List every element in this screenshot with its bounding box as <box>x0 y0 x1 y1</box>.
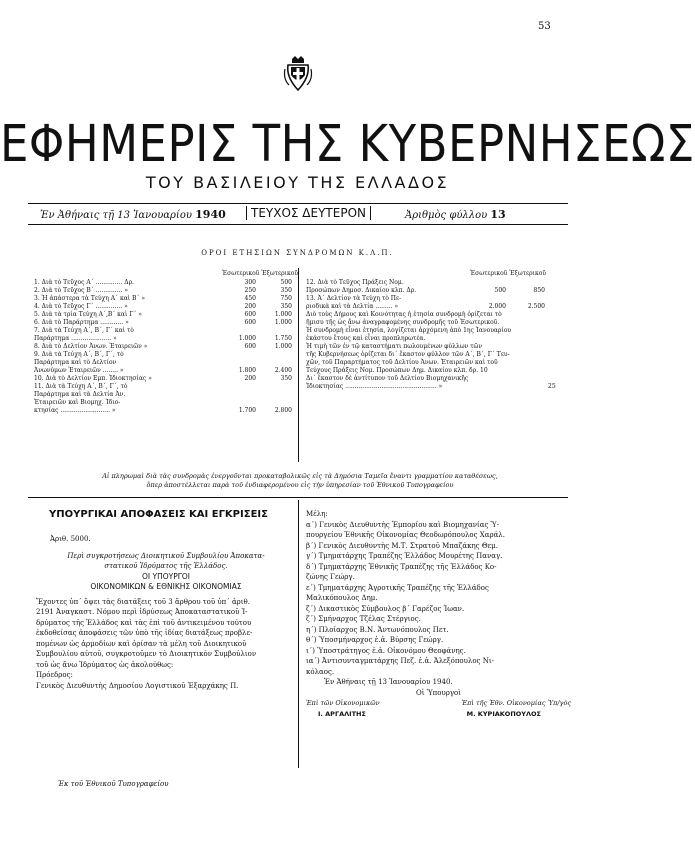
text-line: δρύματος τῆς Ἑλλάδος καὶ τὰς ἐπὶ τοῦ ἀντικειμένου τούτου <box>36 618 252 627</box>
date-text: Ἐν Ἀθήναις τῇ 13 Ἰανουαρίου <box>40 210 192 221</box>
text-line: 350 <box>280 287 292 294</box>
text-line: Ἑταιρειῶν καὶ Βιομηχ. Ἰδιο- <box>34 399 121 406</box>
text-line <box>228 327 256 335</box>
text-line: 1.000 <box>238 335 256 342</box>
text-line <box>262 351 292 359</box>
text-line: Δι΄ ἕκαστον δὲ ἀντίτυπον τοῦ Δελτίου Βιομηχανικῆς <box>306 375 469 382</box>
authority-line-2: ΟΙΚΟΝΟΜΙΚΩΝ & ΕΘΝΙΚΗΣ ΟΙΚΟΝΟΜΙΑΣ <box>90 582 242 591</box>
text-line: 450 <box>244 295 256 302</box>
text-line: 2. Διὰ τὸ Τεῦχος Β΄ .............. » <box>34 287 128 294</box>
sheet-label: Ἀριθμὸς φύλλου <box>405 210 488 221</box>
masthead-rule-bottom <box>28 224 568 225</box>
royal-crest-icon <box>283 55 313 93</box>
text-line: στατικοῦ Ἱδρύματος τῆς Ἑλλάδος. <box>104 562 228 570</box>
text-line: 750 <box>280 295 292 302</box>
subscriptions-title: ΟΡΟΙ ΕΤΗΣΙΩΝ ΣΥΝΔΡΟΜΩΝ Κ.Λ.Π. <box>201 249 394 257</box>
issue-part: ΤΕΥΧΟΣ ΔΕΥΤΕΡΟΝ <box>246 206 371 220</box>
decision-body <box>36 597 296 692</box>
text-line: ι΄) Ὑποστράτηγος ἐ.ἀ. Οἰκονόμου Θεοφάνης. <box>306 646 466 655</box>
text-line: Παράρτημα καὶ τὸ Δελτίον <box>34 359 117 366</box>
text-line: Μέλη: <box>306 510 328 518</box>
text-line <box>486 279 506 287</box>
authority-line-1: ΟΙ ΥΠΟΥΡΓΟΙ <box>141 571 191 581</box>
text-line <box>228 391 256 399</box>
text-line: γ΄) Τμηματάρχης Τραπέζης Ἑλλάδος Μουρέτης Παναγ. <box>306 552 503 560</box>
text-line: Ἡ συνδρομὴ εἶναι ἐτησία, λογίζεται ἀρχόμενη ἀπὸ 1ης Ἰανουαρίου <box>306 327 512 334</box>
text-line: β΄) Γενικὸς Διευθυντὴς Μ.Τ. Στρατοῦ Μπαζάκης Θεμ. <box>306 541 498 550</box>
text-line: Προσώπων Δημοσ. Δικαίου κλπ. Δρ. <box>306 287 417 294</box>
text-line <box>262 399 292 407</box>
text-line: ζ΄) Δικαστικὸς Σύμβουλος β΄ Γαρέζος Ἰωαν. <box>306 604 465 613</box>
column-divider <box>298 268 299 462</box>
text-line: 5. Διὰ τὰ τρία Τεύχη Α΄,Β΄ καὶ Γ΄ » <box>34 311 142 318</box>
signatory-left-title: Ἐπὶ τῶν Οἰκονομικῶν <box>306 699 380 707</box>
text-line: πουργείου Ἐθνικῆς Οἰκονομίας Θεοδωρόπουλος Χαράλ. <box>306 531 505 539</box>
text-line: Πρόεδρος: <box>36 671 73 679</box>
text-line <box>525 295 545 303</box>
text-line: 250 <box>244 287 256 294</box>
text-line <box>486 295 506 303</box>
decision-right-column <box>306 509 571 719</box>
decision-subject <box>36 551 296 572</box>
text-line: ἑκάστου ἔτους καὶ εἶναι προπληρωτέα. <box>306 335 426 342</box>
text-line: Παράρτημα ..................... » <box>34 335 117 342</box>
text-line: Τεύχους Πράξεις Νομ. Προσώπων Δημ. Δικαίου κλπ. δρ. 10 <box>306 367 488 374</box>
foreign-prices-left <box>262 279 292 415</box>
text-line: 1.800 <box>238 367 256 374</box>
text-line: 12. Διὰ τὸ Τεῦχος Πράξεις Νομ. <box>306 279 404 286</box>
text-line: κτησίας .......................... » <box>34 407 116 414</box>
text-line: ια΄) Ἀντισυνταγματάρχης Πεζ. ἐ.ἀ. Ἀλεξόπουλος Νι- <box>306 657 494 665</box>
note-line: Αἱ πληρωμαὶ διὰ τὰς συνδρομὰς ἐνεργοῦνται προκαταβολικῶς εἰς τὰ Δημόσια Ταμεῖα ἔναντι γραμματίου καταθέσεως, <box>102 472 498 480</box>
text-line: Περὶ συγκροτήσεως Διοικητικοῦ Συμβουλίου Ἀποκατα- <box>67 551 265 560</box>
text-line: 1.700 <box>238 407 256 414</box>
text-line: 1.000 <box>274 319 292 326</box>
text-line: 11. Διὰ τὰ Τεύχη Α΄, Β΄, Γ΄, τὸ <box>34 383 128 390</box>
text-line <box>262 359 292 367</box>
text-line: πομένων ὡς ἀρμοδίων καὶ ὁρίσαν τὰ μέλη τοῦ Διοικητικοῦ <box>36 639 247 648</box>
issue-date <box>40 208 226 221</box>
section-rule <box>28 497 568 498</box>
text-line <box>228 383 256 391</box>
foreign-prices-right <box>525 279 545 311</box>
col-headers-left: Ἐσωτερικοῦ Ἐξωτερικοῦ <box>222 270 298 277</box>
text-line <box>262 327 292 335</box>
text-line: 2.800 <box>274 407 292 414</box>
issue-year: 1940 <box>195 208 226 221</box>
text-line: 600 <box>244 343 256 350</box>
text-line: Ἔχοντες ὑπ΄ ὄψει τὰς διατάξεις τοῦ 3 ἄρθρου τοῦ ὑπ΄ ἀριθ. <box>36 597 250 606</box>
text-line <box>525 279 545 287</box>
decision-date: Ἐν Ἀθήναις τῇ 13 Ἰανουαρίου 1940. <box>324 678 453 686</box>
signatory-left-name: Ι. ΑΡΓΑΛΙΤΗΣ <box>318 709 366 718</box>
subscription-rates-left <box>34 279 152 415</box>
text-line: ἐκδοθείσας ἀποφάσεις τῶν ὑπὸ τῆς ἰδίας διατάξεως προβλε- <box>36 629 253 637</box>
text-line: Ἀνωνύμων Ἑταιρειῶν ........ » <box>34 367 124 374</box>
ministers-label: Οἱ Ὑπουργοὶ <box>416 688 461 697</box>
text-line: 2191 Ἀναγκαστ. Νόμου περὶ ἱδρύσεως Ἀποκαταστατικοῦ Ἱ- <box>36 608 248 616</box>
text-line: 6. Διὰ τὸ Παράρτημα ............ » <box>34 319 129 326</box>
text-line: 200 <box>244 375 256 382</box>
text-line: Γενικὸς Διευθυντὴς Δημοσίου Λογιστικοῦ Ἐξαρχάκης Π. <box>36 681 239 690</box>
gazette-title: ΕΦΗΜΕΡΙΣ ΤΗΣ ΚΥΒΕΡΝΗΣΕΩΣ <box>0 114 695 174</box>
board-members <box>306 509 571 677</box>
text-line: 9. Διὰ τὰ Τεύχη Α΄, Β΄, Γ΄, τὸ <box>34 351 124 358</box>
text-line: χῶν, τοῦ Παραρτήματος τοῦ Δελτίου Ἀνων. Ἑταιρειῶν καὶ τοῦ <box>306 359 498 366</box>
text-line: ἥμισυ τῆς ὡς ἄνω ἀναγραφομένης συνδρομῆς τοῦ Ἐσωτερικοῦ. <box>306 319 500 326</box>
text-line: 7. Διὰ τὰ Τεύχη Α΄, Β΄, Γ΄ καὶ τὸ <box>34 327 134 334</box>
body-column-divider <box>298 500 299 768</box>
subscription-rates-right <box>306 279 511 391</box>
text-line: ριοδικὰ καὶ τὰ Δελτία ......... » <box>306 303 399 310</box>
text-line: 500 <box>494 287 506 294</box>
text-line: 2.000 <box>488 303 506 310</box>
text-line: 500 <box>280 279 292 286</box>
payment-note <box>40 472 560 490</box>
text-line: 1.750 <box>274 335 292 342</box>
text-line: ε΄) Τμηματάρχης Ἀγροτικῆς Τραπέζης τῆς Ἑλλάδος <box>306 583 489 592</box>
col-headers-right: Ἐσωτερικοῦ Ἐξωτερικοῦ <box>470 270 546 277</box>
text-line: ζ΄) Σμήναρχος Τζέλας Στέργιος. <box>306 615 421 623</box>
text-line <box>228 359 256 367</box>
text-line: 2.400 <box>274 367 292 374</box>
sheet-value: 13 <box>490 208 506 221</box>
text-line: Συμβουλίου αὐτοῦ, συγκροτοῦμεν τὸ Διοικητικὸν Συμβούλιον <box>36 650 257 658</box>
decision-left-column <box>36 534 296 691</box>
text-line: 300 <box>244 279 256 286</box>
text-line: 1.000 <box>274 311 292 318</box>
text-line <box>228 399 256 407</box>
text-line: 600 <box>244 311 256 318</box>
text-line: α΄) Γενικὸς Διευθυντὴς Ἐμπορίου καὶ Βιομηχανίας Ὑ- <box>306 520 499 529</box>
text-line: Ἰδιοκτησίας ................................................ » <box>306 383 443 390</box>
decision-number: Ἀριθ. 5000. <box>50 535 91 543</box>
text-line: δ΄) Τμηματάρχης Ἐθνικῆς Τραπέζης τῆς Ἑλλάδος Κο- <box>306 562 497 571</box>
text-line: 13. Ἀ΄ Δελτίον τὰ Τεύχη τὸ Πε- <box>306 295 402 302</box>
text-line: 350 <box>280 303 292 310</box>
signatory-right-name: Μ. ΚΥΡΙΑΚΟΠΟΥΛΟΣ <box>466 709 541 718</box>
text-line: κόλαος. <box>306 667 335 676</box>
text-line: 4. Διὰ τὸ Τεῦχος Γ΄ .............. » <box>34 303 128 310</box>
text-line: 1. Διὰ τὸ Τεῦχος Α΄ .............. Δρ. <box>34 279 135 286</box>
text-line: Ἡ τιμὴ τῶν ἐν τῷ καταστήματι πωλουμένων φύλλων τῶν <box>306 343 483 350</box>
text-line: Διὸ τοὺς Δήμους καὶ Κοινότητας ἡ ἐτησία συνδρομὴ ὁρίζεται τὸ <box>306 311 502 318</box>
signatory-right-title: Ἐπὶ τῆς Ἐθν. Οἰκονομίας Ὑπ/γὸς <box>461 699 571 707</box>
text-line: Παράρτημα καὶ τὰ Δελτία Ἀν. <box>34 391 126 398</box>
text-line: 2.500 <box>527 303 545 310</box>
section-heading: ΥΠΟΥΡΓΙΚΑΙ ΑΠΟΦΑΣΕΙΣ ΚΑΙ ΕΓΚΡΙΣΕΙΣ <box>49 509 268 520</box>
printer-footer: Ἐκ τοῦ Ἐθνικοῦ Τυπογραφείου <box>58 780 169 788</box>
text-line: τοῦ ὡς ἄνω Ἱδρύματος ὡς ἀκολούθως: <box>36 660 174 669</box>
inland-prices-left <box>228 279 256 415</box>
text-line <box>262 383 292 391</box>
text-line: 1.000 <box>274 343 292 350</box>
text-line: τῆς Κυβερνήσεως ὁρίζεται δι΄ ἕκαστον φύλλον τῶν Α΄, Β΄, Γ΄ Τευ- <box>306 351 510 358</box>
text-line: 8. Διὰ τὸ Δελτίον Ἀνων. Ἑταιρειῶν » <box>34 343 148 350</box>
text-line <box>262 391 292 399</box>
text-line: 200 <box>244 303 256 310</box>
masthead-rule-top <box>28 203 568 204</box>
text-line: 3. Ἡ ἀπάστερα τὰ Τεύχη Α΄ καὶ Β΄ » <box>34 295 146 302</box>
inland-prices-right <box>486 279 506 311</box>
note-line: ὅπερ ἀποστέλλεται παρὰ τοῦ ἐνδιαφερομένου εἰς τὴν ὑπηρεσίαν τοῦ Ἐθνικοῦ Τυπογραφείου <box>146 481 454 489</box>
text-line: 850 <box>533 287 545 294</box>
text-line: 10. Διὰ τὸ Δελτίον Εμπ. Ἰδιοκτησίας » <box>34 375 152 382</box>
text-line <box>228 351 256 359</box>
text-line: Μαλικόπουλος Δημ. <box>306 594 378 602</box>
text-line: η΄) Πλοίαρχος Β.Ν. Ἀντωνόπουλος Πετ. <box>306 625 449 634</box>
text-line: θ΄) Ὑποσμήναρχος ἐ.ἀ. Βύρσης Γεώργ. <box>306 636 444 644</box>
text-line: 600 <box>244 319 256 326</box>
text-line: 350 <box>280 375 292 382</box>
gazette-subtitle: ΤΟΥ ΒΑΣΙΛΕΙΟΥ ΤΗΣ ΕΛΛΑΔΟΣ <box>145 173 450 192</box>
text-line: ζώνης Γεώργ. <box>306 573 355 581</box>
sheet-number <box>405 208 506 221</box>
page-number: 53 <box>538 21 551 32</box>
bulletin-price: 25 <box>548 383 556 390</box>
